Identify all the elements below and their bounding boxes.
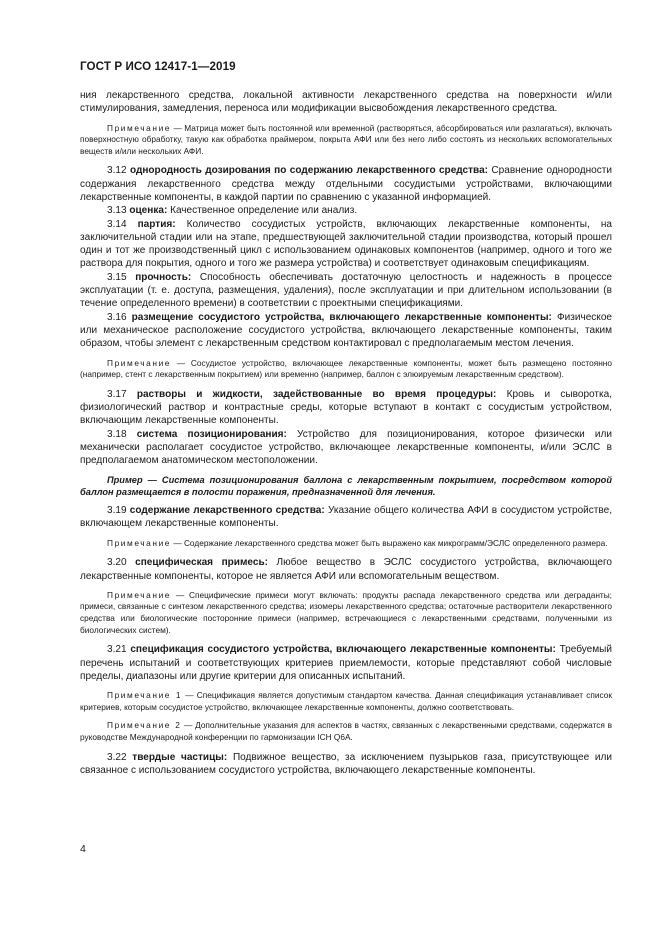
definition-3-19 <box>80 504 612 531</box>
definition-text: Способность обеспечивать достаточную целостность и надежность в процессе эксплуатации (т. е. доступа, размещения, удаления), после эксплуатации и при длительном использовании (в течение определенного времени) в соответствии с проектными спецификациями. <box>80 271 612 310</box>
note-label: Примечание <box>107 537 172 548</box>
definition-3-13 <box>80 204 612 217</box>
note <box>80 538 612 550</box>
clause-number: 3.12 <box>107 165 127 177</box>
term: содержание лекарственного средства: <box>129 505 325 517</box>
clause-number: 3.22 <box>107 751 127 763</box>
definition-3-20 <box>80 556 612 583</box>
definition-3-14 <box>80 218 612 271</box>
term: растворы и жидкости, задействованные во время процедуры: <box>136 388 497 400</box>
term: система позиционирования: <box>136 428 287 440</box>
definition-3-21 <box>80 643 612 683</box>
note <box>80 690 612 713</box>
note-label: Примечание 1 <box>107 690 183 701</box>
definition-text: Устройство для позиционирования, которое физически или механически располагает сосудистое устройство, включающее лекарственные компоненты, и/или ЭСЛС в предполагаемом анатомическом местоположении. <box>80 428 612 467</box>
definition-text: Указание общего количества АФИ в сосудистом устройстве, включающем лекарственные компоненты. <box>80 505 613 530</box>
clause-number: 3.17 <box>107 388 127 400</box>
note <box>80 590 612 636</box>
term: прочность: <box>135 271 192 283</box>
note-label: Примечание <box>107 122 172 133</box>
term: партия: <box>137 218 176 230</box>
definition-text: Физическое или механическое расположение сосудистого устройства, включающего лекарственные компоненты, таким образом, чтобы элемент с лекарственным средством контактировал с предполагаемым местом лечения. <box>80 311 612 350</box>
clause-number: 3.14 <box>107 218 127 230</box>
term: размещение сосудистого устройства, включающего лекарственные компоненты: <box>131 311 552 323</box>
note-label: Примечание 2 <box>107 720 182 731</box>
term: однородность дозирования по содержанию лекарственного средства: <box>129 165 489 177</box>
definition-3-16 <box>80 311 612 351</box>
clause-number: 3.18 <box>107 428 127 440</box>
clause-number: 3.20 <box>107 557 127 569</box>
note <box>80 720 612 743</box>
clause-number: 3.21 <box>107 644 127 656</box>
note <box>80 358 612 381</box>
definition-text: Любое вещество в ЭСЛС сосудистого устройства, включающего лекарственные компоненты, которое не является АФИ или вспомогательным веществом. <box>80 557 612 582</box>
example: Пример — Система позиционирования баллона с лекарственным покрытием, посредством которой баллон размещается в полости поражения, предназначенной для лечения. <box>80 474 612 497</box>
note-label: Примечание <box>107 589 172 600</box>
definition-text: Требуемый перечень испытаний и соответствующих критериев приемлемости, которые представляют собой числовые пределы, диапазоны или другие критерии для описанных испытаний. <box>80 644 612 682</box>
paragraph <box>80 89 612 116</box>
note-label: Примечание <box>107 357 172 368</box>
clause-number: 3.15 <box>107 271 127 283</box>
clause-number: 3.13 <box>107 205 127 217</box>
definition-3-18 <box>80 428 612 468</box>
definition-text: Сравнение однородности содержания лекарственного средства между отдельными сосудистыми устройствами, включающими лекарственные компоненты, в каждой партии по сравнению с указанной информацией. <box>80 165 613 203</box>
definition-text: Подвижное вещество, за исключением пузырьков газа, присутствующее или связанное с использованием сосудистого устройства, включающего лекарственные компоненты. <box>80 751 612 776</box>
note-text: — Матрица может быть постоянной или временной (растворяться, абсорбироваться или разлагаться), включать поверхностную обработку, такую как обработка праймером, покрыта АФИ или без него либо состоять из нескольких вспомогательных веществ и/или нескольких АФИ. <box>80 122 612 156</box>
note-text: — Специфические примеси могут включать: продукты распада лекарственного средства или деграданты; примеси, связанные с синтезом лекарственного средства; изомеры лекарственного средства; остаточные растворители лекарственного средства или биологические посторонние примеси (например, встречающиеся с лекарственными средствами, полученными из биологических систем). <box>80 589 612 635</box>
clause-number: 3.19 <box>107 505 127 517</box>
note-text: — Спецификация является допустимым стандартом качества. Данная спецификация устанавливает список критериев, которым сосудистое устройство, включающее лекарственные компоненты, должно соответствовать. <box>80 690 612 712</box>
definition-text: Качественное определение или анализ. <box>167 205 358 217</box>
note <box>80 123 612 158</box>
definition-text: ния лекарственного средства, локальной активности лекарственного средства на поверхности и/или стимулирования, замедления, переноса или модификации высвобождения лекарственного средства. <box>80 90 612 115</box>
term: твердые частицы: <box>132 751 228 763</box>
note-text: — Содержание лекарственного средства может быть выражено как микрограмм/ЭСЛС определенного размера. <box>171 537 608 548</box>
note-text: — Дополнительные указания для аспектов в частях, связанных с лекарственными средствами, содержатся в руководстве Международной конференции по гармонизации ICH Q6A. <box>80 720 612 742</box>
note-text: — Сосудистое устройство, включающее лекарственные компоненты, может быть размещено постоянно (например, стент с лекарственным покрытием) или временно (например, баллон с элюируемым лекарственным средством). <box>80 357 612 380</box>
term: спецификация сосудистого устройства, включающего лекарственные компоненты: <box>130 644 556 656</box>
definition-3-15 <box>80 271 612 311</box>
page-number: 4 <box>80 843 86 855</box>
definition-3-22 <box>80 751 612 778</box>
term: специфическая примесь: <box>135 557 268 569</box>
clause-number: 3.16 <box>107 311 127 323</box>
definition-text: Количество сосудистых устройств, включающих лекарственные компоненты, на заключительной стадии или на этапе, предшествующей заключительной стадии производства, который прошел один и тот же производственный цикл с использованием одинаковых компонентов (например, одного и того же раствора для покрытия, одного и того же размера устройства) и соответствует одинаковым спецификациям. <box>80 218 612 270</box>
term: оценка: <box>129 205 168 217</box>
document-body <box>80 89 612 777</box>
definition-text: Кровь и сыворотка, физиологический раствор и контрастные среды, которые вступают в контакт с сосудистым устройством, включающим лекарственные компоненты. <box>80 388 612 427</box>
document-header: ГОСТ Р ИСО 12417-1—2019 <box>80 60 236 73</box>
definition-3-12 <box>80 164 612 204</box>
definition-3-17 <box>80 388 612 428</box>
